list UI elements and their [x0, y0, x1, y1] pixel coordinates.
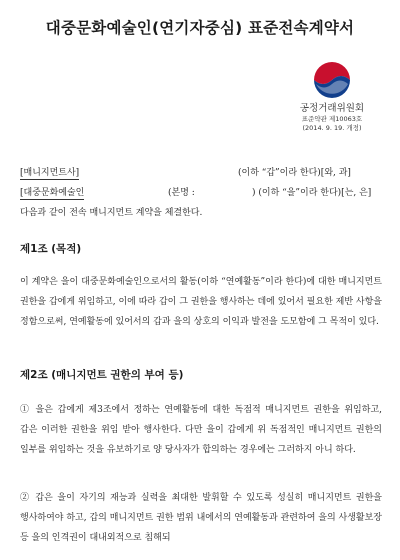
- party-manager-line: [20, 167, 390, 180]
- artist-real-name-label: (본명 :: [168, 188, 195, 198]
- issuer-org: 공정거래위원회: [299, 103, 365, 114]
- article2-clause1: ① 을은 갑에게 제3조에서 정하는 연예활동에 대한 독점적 매니지먼트 권한을 위임하고, 갑은 이러한 권한을 위임 받아 행사한다. 다만 을이 갑에게 위 독점적인 매니지먼트 권한의 일부를 위임하는 것을 유보하기로 양 당사자가 합의하는 경우에는 그러하지 아니 하다.: [20, 405, 382, 455]
- document-title: 대중문화예술인(연기자중심) 표준전속계약서: [45, 19, 355, 37]
- article2-heading: 제2조 (매니지먼트 권한의 부여 등): [20, 369, 184, 381]
- issuer-seal: [286, 60, 378, 133]
- manager-suffix: (이하 “갑”이라 한다)[와, 과]: [238, 168, 351, 178]
- party-artist-line: [20, 187, 390, 200]
- article2-clause2: ② 갑은 을이 자기의 재능과 실력을 최대한 발휘할 수 있도록 성실히 매니지먼트 권한을 행사하여야 하고, 갑의 매니지먼트 권한 범위 내에서의 연예활동과 관련하여 을의 사생활보장 등 을의 인격권이 대내외적으로 침해되: [20, 493, 382, 543]
- revision-date: (2014. 9. 19. 개정): [302, 124, 362, 132]
- form-number: 표준약관 제10063호: [301, 115, 363, 123]
- article1-heading: 제1조 (목적): [20, 243, 82, 255]
- contract-intro: 다음과 같이 전속 매니지먼트 계약을 체결한다.: [20, 208, 203, 218]
- manager-field: [매니지먼트사]: [20, 168, 80, 178]
- article1-text: 이 계약은 을이 대중문화예술인으로서의 활동(이하 “연예활동”이라 한다)에 대한 매니지먼트 권한을 갑에게 위임하고, 이에 따라 갑이 그 권한을 행사하는 데에 있어서 필요한 제반 사항을 정함으로써, 연예활동에 있어서의 갑과 을의 상호의 이익과 발전을 도모함에 그 목적이 있다.: [20, 277, 382, 327]
- artist-suffix: ) (이하 “을”이라 한다)[는, 은]: [252, 188, 372, 198]
- government-emblem-icon: [312, 60, 352, 100]
- artist-field: [대중문화예술인: [20, 188, 85, 198]
